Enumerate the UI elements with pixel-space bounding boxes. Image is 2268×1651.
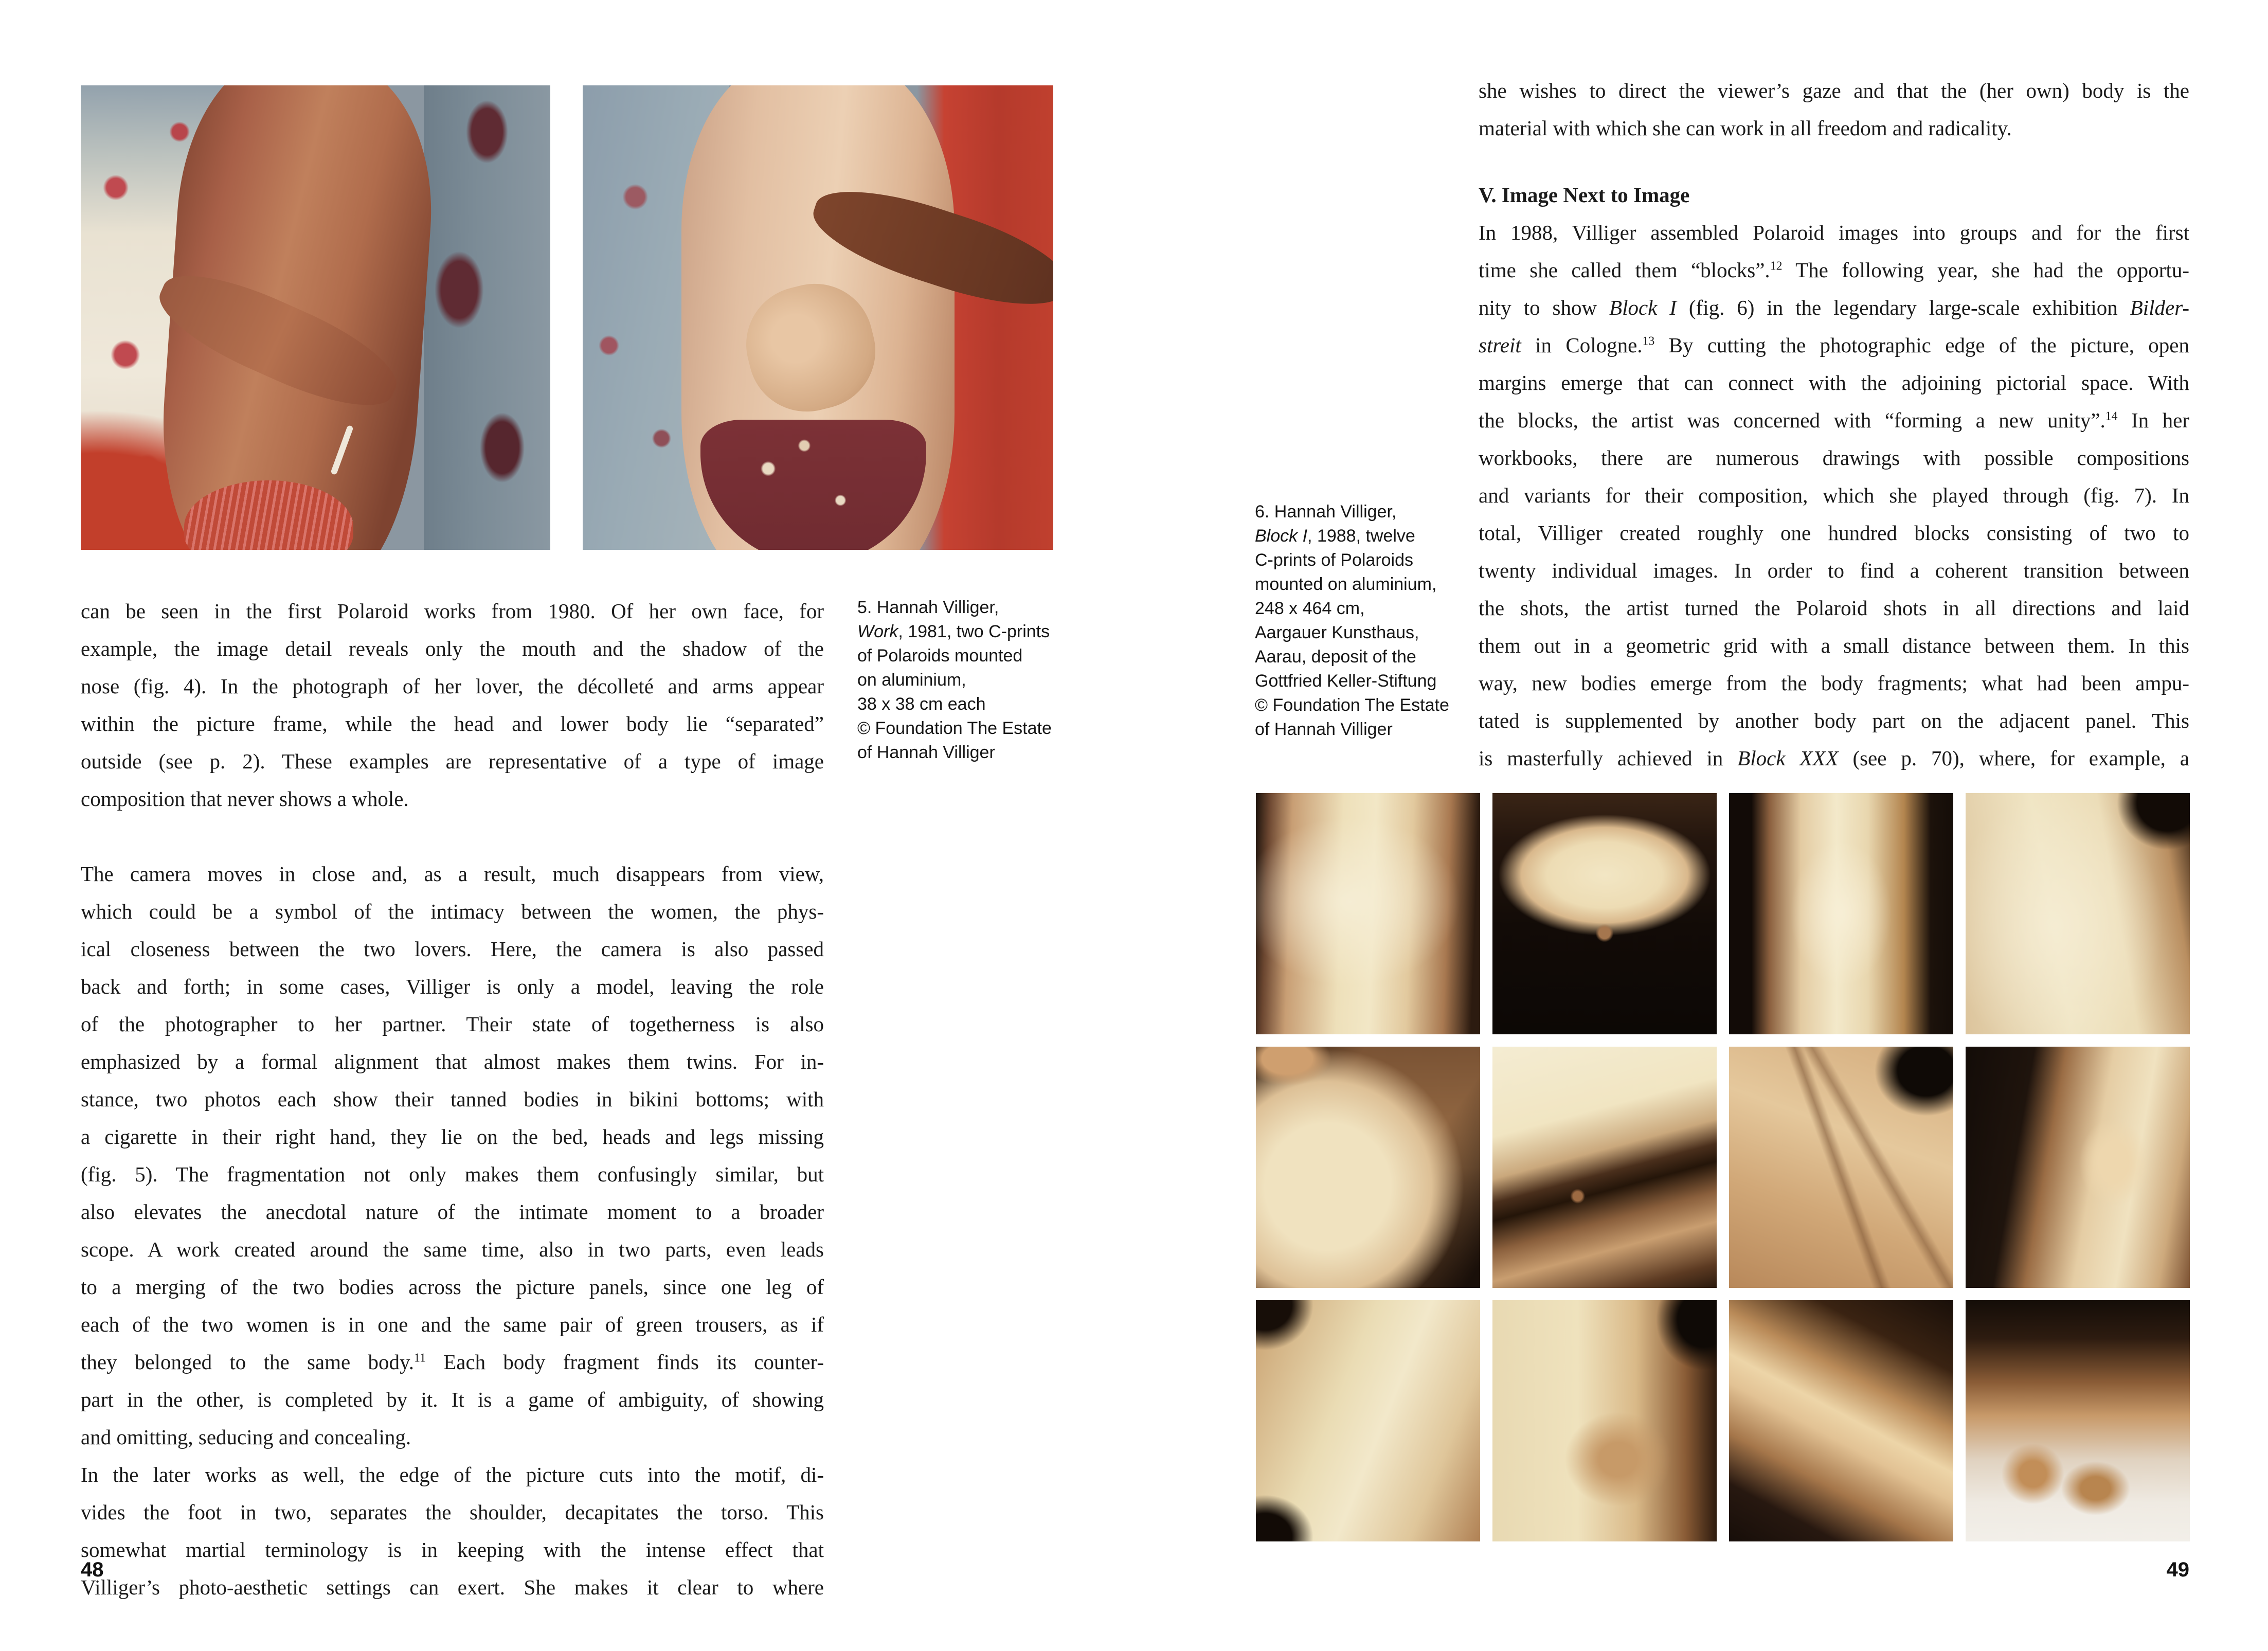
text-line: composition that never shows a whole. <box>81 787 409 811</box>
polaroid-c7 <box>1729 1047 1953 1288</box>
text-line: time she called them “blocks”.$^{12}$ The following year, she had the opportu- <box>1479 258 2189 282</box>
text-line: margins emerge that can connect with the adjoining pictorial space. With <box>1479 371 2189 394</box>
text-line: streit in Cologne.$^{13}$ By cutting the photographic edge of the picture, open <box>1479 333 2189 357</box>
figure-6-block-grid <box>1256 793 2190 1541</box>
text-line: a cigarette in their right hand, they lie on the bed, heads and legs missing <box>81 1125 824 1148</box>
text-line: In the later works as well, the edge of the picture cuts into the motif, di- <box>81 1463 824 1486</box>
polaroid-c3 <box>1729 793 1953 1034</box>
footnote-marker: 11 <box>414 1351 426 1365</box>
text-line: tated is supplemented by another body part on the adjacent panel. This <box>1479 709 2189 732</box>
text-line: of Polaroids mounted <box>857 646 1023 666</box>
page-number-48: 48 <box>81 1558 104 1581</box>
text-line: to a merging of the two bodies across the picture panels, since one leg of <box>81 1275 824 1299</box>
text-line: and omitting, seducing and concealing. <box>81 1425 411 1449</box>
text-line: and variants for their composition, which she played through (fig. 7). In <box>1479 483 2189 507</box>
text-line: vides the foot in two, separates the shoulder, decapitates the torso. This <box>81 1500 824 1524</box>
italic-title: Work <box>857 622 898 641</box>
curtain-shape <box>424 85 551 550</box>
text-line: ical closeness between the two lovers. Here, the camera is also passed <box>81 937 824 961</box>
text-line: them out in a geometric grid with a small distance between them. In this <box>1479 634 2189 657</box>
text-line: is masterfully achieved in Block XXX (see p. 70), where, for example, a <box>1479 746 2189 770</box>
italic-title: Block XXX <box>1737 746 1839 770</box>
text-line: © Foundation The Estate <box>1255 695 1449 715</box>
figure-5-photo-1 <box>81 85 550 550</box>
paragraph <box>1479 214 2189 777</box>
footnote-marker: 13 <box>1642 334 1655 348</box>
text-line: way, new bodies emerge from the body fragments; what had been ampu- <box>1479 671 2189 695</box>
text-line: within the picture frame, while the head and lower body lie “separated” <box>81 712 824 735</box>
text-line: total, Villiger created roughly one hundred blocks consisting of two to <box>1479 521 2189 545</box>
text-line: nose (fig. 4). In the photograph of her lover, the décolleté and arms appear <box>81 674 824 698</box>
text-line: The camera moves in close and, as a result, much disappears from view, <box>81 862 824 886</box>
text-line: on aluminium, <box>857 670 966 690</box>
text-line: of the photographer to her partner. Their state of togetherness is also <box>81 1012 824 1036</box>
italic-title: Bilder- <box>2130 296 2189 319</box>
text-line: In 1988, Villiger assembled Polaroid images into groups and for the first <box>1479 221 2189 244</box>
figure-6-caption <box>1255 500 1481 742</box>
text-line: the shots, the artist turned the Polaroid shots in all directions and laid <box>1479 596 2189 620</box>
text-line: C-prints of Polaroids <box>1255 550 1414 570</box>
text-line: they belonged to the same body.$^{11}$ Each body fragment finds its counter- <box>81 1350 824 1374</box>
polaroid-c10 <box>1492 1300 1717 1541</box>
right-text-column <box>1479 72 2189 777</box>
polaroid-c11 <box>1729 1300 1953 1541</box>
text-line: twenty individual images. In order to find a coherent transition between <box>1479 559 2189 582</box>
section-heading: V. Image Next to Image <box>1479 183 1690 207</box>
text-line: Work, 1981, two C-prints <box>857 622 1050 641</box>
text-line: (fig. 5). The fragmentation not only makes them confusingly similar, but <box>81 1162 824 1186</box>
text-line: 6. Hannah Villiger, <box>1255 502 1397 522</box>
text-line: back and forth; in some cases, Villiger is only a model, leaving the role <box>81 975 824 998</box>
text-line: emphasized by a formal alignment that almost makes them twins. For in- <box>81 1050 824 1073</box>
left-text-column <box>81 593 824 1606</box>
polaroid-c1 <box>1256 793 1480 1034</box>
text-line: which could be a symbol of the intimacy between the women, the phys- <box>81 900 824 923</box>
text-line: of Hannah Villiger <box>1255 720 1393 739</box>
text-line: each of the two women is in one and the same pair of green trousers, as if <box>81 1313 824 1336</box>
text-line: material with which she can work in all freedom and radicality. <box>1479 116 2012 140</box>
polaroid-c4 <box>1966 793 2190 1034</box>
bikini-shape <box>700 420 926 550</box>
paragraph <box>81 593 824 818</box>
text-line: scope. A work created around the same time, also in two parts, even leads <box>81 1237 824 1261</box>
italic-title: streit <box>1479 333 1521 357</box>
text-line: outside (see p. 2). These examples are representative of a type of image <box>81 749 824 773</box>
text-line: 5. Hannah Villiger, <box>857 598 999 617</box>
text-line: also elevates the anecdotal nature of the intimate moment to a broader <box>81 1200 824 1224</box>
text-line: of Hannah Villiger <box>857 743 995 762</box>
page-number-49: 49 <box>2166 1558 2189 1581</box>
text-line: workbooks, there are numerous drawings with possible compositions <box>1479 446 2189 470</box>
italic-title: Block I <box>1255 526 1308 546</box>
footnote-marker: 14 <box>2105 409 2118 423</box>
text-line: © Foundation The Estate <box>857 719 1052 738</box>
text-line: mounted on aluminium, <box>1255 575 1437 594</box>
italic-title: Block I <box>1609 296 1677 319</box>
text-line: Aargauer Kunsthaus, <box>1255 623 1419 642</box>
text-line: example, the image detail reveals only the mouth and the shadow of the <box>81 637 824 660</box>
polaroid-c12 <box>1966 1300 2190 1541</box>
footnote-marker: 12 <box>1770 259 1783 273</box>
text-line: 38 x 38 cm each <box>857 694 986 714</box>
polaroid-c2 <box>1492 793 1717 1034</box>
text-line: Villiger’s photo-aesthetic settings can exert. She makes it clear to where <box>81 1575 824 1599</box>
text-line: the blocks, the artist was concerned with “forming a new unity”.$^{14}$ In her <box>1479 408 2189 432</box>
text-line: stance, two photos each show their tanned bodies in bikini bottoms; with <box>81 1087 824 1111</box>
polaroid-c5 <box>1256 1047 1480 1288</box>
paragraph <box>1479 72 2189 147</box>
figure-5-caption <box>857 596 1084 765</box>
text-line: somewhat martial terminology is in keeping with the intense effect that <box>81 1538 824 1562</box>
text-line: can be seen in the first Polaroid works from 1980. Of her own face, for <box>81 599 824 623</box>
polaroid-c6 <box>1492 1047 1717 1288</box>
text-line: Aarau, deposit of the <box>1255 647 1416 667</box>
text-line: Block I, 1988, twelve <box>1255 526 1415 546</box>
text-line: part in the other, is completed by it. It is a game of ambiguity, of showing <box>81 1388 824 1411</box>
polaroid-c9 <box>1256 1300 1480 1541</box>
text-line: Gottfried Keller-Stiftung <box>1255 671 1437 691</box>
text-line: 248 x 464 cm, <box>1255 599 1365 618</box>
paragraph <box>81 1456 824 1606</box>
text-line: nity to show Block I (fig. 6) in the legendary large-scale exhibition Bilder- <box>1479 296 2189 319</box>
figure-5-photo-2 <box>583 85 1053 550</box>
paragraph <box>81 855 824 1456</box>
text-line: she wishes to direct the viewer’s gaze and that the (her own) body is the <box>1479 79 2189 102</box>
polaroid-c8 <box>1966 1047 2190 1288</box>
